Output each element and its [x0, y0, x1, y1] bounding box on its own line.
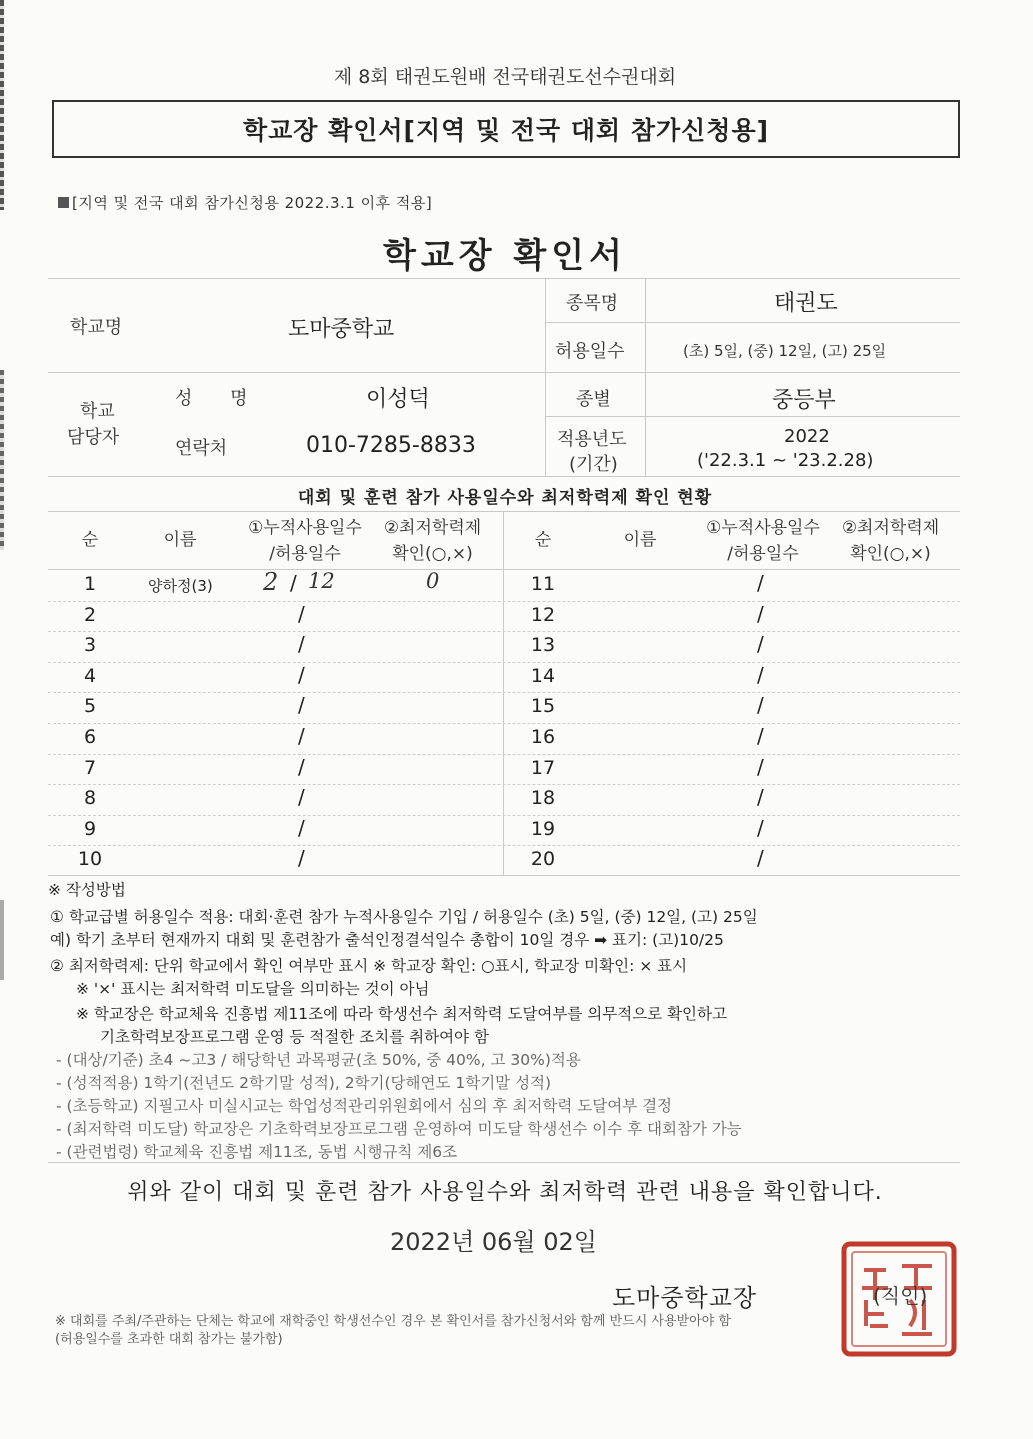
category-label: 종별	[576, 389, 611, 410]
row-number: 6	[83, 726, 97, 748]
row-number: 17	[530, 756, 556, 779]
row-days-slash: /	[298, 724, 305, 748]
info-rule-a	[545, 322, 960, 323]
row-days-slash: /	[757, 693, 764, 718]
footnote-line1: ※ 대회를 주최/주관하는 단체는 학교에 재학중인 학생선수인 경우 본 확인서를 참가신청서와 함께 반드시 사용받아야 함	[55, 1314, 731, 1329]
confirm-statement: 위와 같이 대회 및 훈련 참가 사용일수와 최저학력 관련 내용을 확인합니다.	[127, 1180, 883, 1205]
row-number: 14	[530, 664, 556, 687]
footnote	[55, 1313, 965, 1349]
instructions-heading: ※ 작성방법	[48, 881, 126, 899]
row-number: 4	[83, 664, 97, 687]
status-rule-top	[48, 511, 960, 512]
row-rule	[48, 631, 960, 632]
sport-value: 태권도	[774, 291, 838, 316]
manager-label-line1: 학교	[80, 401, 115, 422]
row-days-slash: /	[757, 724, 764, 748]
info-rule-b	[48, 372, 960, 373]
col-days-right-l1: ①누적사용일수	[706, 518, 820, 538]
row-number: 10	[77, 848, 103, 871]
col-no-right: 순	[534, 530, 552, 550]
row-days-slash: /	[298, 662, 305, 687]
row-rule	[48, 815, 960, 816]
row-days-slash: /	[298, 754, 305, 779]
instruction-line: - (대상/기준) 초4 ~고3 / 해당학년 과목평균(초 50%, 중 40%, 고 30%)적용	[56, 1051, 581, 1069]
scan-edge-middle	[0, 370, 4, 550]
row-number: 20	[530, 848, 556, 871]
year-value: 2022	[784, 426, 830, 447]
row-days-slash: /	[290, 571, 297, 595]
manager-label-line2: 담당자	[67, 427, 120, 448]
row-days-slash: /	[757, 815, 764, 840]
manager-name: 이성덕	[366, 387, 430, 412]
status-rule-bottom	[48, 875, 960, 876]
col-days-left-l1: ①누적사용일수	[248, 518, 362, 538]
apply-note	[58, 192, 432, 213]
row-rule	[48, 662, 960, 663]
row-rule	[48, 754, 960, 755]
row-days-slash: /	[757, 632, 764, 657]
row-allowed-days: 12	[308, 569, 335, 593]
col-name-right: 이름	[623, 530, 657, 550]
row-rule	[48, 723, 960, 724]
col-days-left	[240, 515, 370, 567]
col-check-left-l2: 확인(○,×)	[392, 544, 473, 564]
row-number: 11	[530, 573, 556, 595]
col-check-left	[370, 515, 495, 567]
row-number: 8	[83, 787, 97, 810]
info-divider-mid	[545, 278, 546, 476]
contact-value: 010-7285-8833	[306, 433, 476, 458]
apply-note-text: [지역 및 전국 대회 참가신청용 2022.3.1 이후 적용]	[72, 194, 433, 212]
row-days-slash: /	[298, 693, 305, 718]
col-no-left: 순	[81, 530, 99, 550]
instructions-rule	[48, 1162, 960, 1163]
row-days-slash: /	[757, 785, 764, 810]
row-student-name: 양하정(3)	[148, 577, 213, 595]
scan-edge-top	[0, 0, 4, 210]
instruction-line: - (최저학력 미도달) 학교장은 기초학력보장프로그램 운영하여 미도달 학생선수 이수 후 대회참가 가능	[56, 1120, 742, 1138]
row-used-days: 2	[263, 568, 279, 596]
col-name-left: 이름	[163, 530, 197, 550]
row-days-slash: /	[298, 632, 305, 657]
col-check-right-l2: 확인(○,×)	[850, 544, 931, 564]
allowed-days-label: 허용일수	[555, 341, 625, 362]
square-bullet-icon	[58, 197, 69, 208]
instruction-line: - (성적적용) 1학기(전년도 2학기말 성적), 2학기(당해연도 1학기말 성적)	[56, 1074, 552, 1092]
row-days-slash: /	[757, 571, 764, 595]
issue-date: 2022년 06월 02일	[390, 1228, 597, 1256]
instruction-line: - (관련법령) 학교체육 진흥법 제11조, 동법 시행규칙 제6조	[56, 1143, 458, 1161]
row-number: 12	[530, 603, 556, 626]
instruction-line: - (초등학교) 지필고사 미실시교는 학업성적관리위원회에서 심의 후 최저학력 도달여부 결정	[56, 1097, 673, 1115]
instruction-line: ※ '×' 표시는 최저학력 미도달을 의미하는 것이 아님	[76, 980, 430, 998]
row-rule	[48, 692, 960, 693]
form-title-box	[52, 100, 960, 158]
row-number: 3	[83, 634, 97, 657]
row-number: 16	[530, 726, 556, 748]
form-title: 학교장 확인서[지역 및 전국 대회 참가신청용]	[242, 116, 770, 145]
col-check-right	[828, 515, 953, 567]
row-days-slash: /	[298, 815, 305, 840]
instruction-line: ① 학교급별 허용일수 적용: 대회·훈련 참가 누적사용일수 기입 / 허용일수 (초) 5일, (중) 12일, (고) 25일	[50, 908, 758, 926]
event-title: 제 8회 태권도원배 전국태권도선수권대회	[333, 66, 677, 88]
row-rule	[48, 784, 960, 785]
row-days-slash: /	[757, 754, 764, 779]
col-check-right-l1: ②최저학력제	[841, 518, 940, 538]
col-check-left-l1: ②최저학력제	[383, 518, 482, 538]
row-number: 7	[83, 756, 97, 779]
year-label-line1: 적용년도	[557, 429, 627, 450]
scan-edge-bottom	[0, 900, 4, 980]
row-check-mark: 0	[426, 569, 440, 593]
info-divider-right	[645, 278, 646, 476]
row-days-slash: /	[757, 662, 764, 687]
row-number: 2	[83, 603, 97, 626]
school-name: 도마중학교	[288, 317, 395, 342]
school-name-label: 학교명	[70, 317, 123, 338]
sport-label: 종목명	[566, 293, 619, 314]
info-rule-c	[545, 416, 960, 417]
year-label-line2: (기간)	[569, 454, 618, 475]
status-title: 대회 및 훈련 참가 사용일수와 최저학력제 확인 현황	[297, 488, 713, 508]
principal-name: 도마중학교장	[612, 1284, 758, 1312]
col-days-right-l2: /허용일수	[727, 544, 799, 564]
status-rule-header	[48, 569, 960, 570]
row-number: 9	[83, 817, 97, 840]
info-rule-bottom	[48, 476, 960, 477]
instruction-line: 예) 학기 초부터 현재까지 대회 및 훈련참가 출석인정결석일수 총합이 10일 경우 ➡ 표기: (고)10/25	[50, 931, 724, 949]
row-number: 18	[530, 787, 556, 810]
row-number: 13	[530, 634, 556, 657]
row-number: 5	[83, 695, 97, 718]
row-days-slash: /	[298, 601, 305, 626]
col-days-left-l2: /허용일수	[269, 544, 341, 564]
cert-title: 학교장 확인서	[383, 236, 627, 276]
row-number: 15	[530, 695, 556, 718]
instruction-line: ② 최저학력제: 단위 학교에서 확인 여부만 표시 ※ 학교장 확인: ○표시, 학교장 미확인: × 표시	[50, 957, 688, 975]
info-rule-top	[48, 278, 960, 279]
row-rule	[48, 845, 960, 846]
row-days-slash: /	[298, 846, 305, 871]
row-days-slash: /	[757, 846, 764, 871]
col-days-right	[698, 515, 828, 567]
row-number: 1	[83, 573, 97, 595]
name-label: 성 명	[175, 388, 264, 409]
row-days-slash: /	[298, 785, 305, 810]
instruction-line: 기초학력보장프로그램 운영 등 적절한 조치를 취하여야 함	[100, 1028, 489, 1046]
contact-label: 연락처	[175, 438, 228, 459]
instruction-line: ※ 학교장은 학교체육 진흥법 제11조에 따라 학생선수 최저학력 도달여부를 의무적으로 확인하고	[76, 1005, 727, 1023]
period-value: ('22.3.1 ~ '23.2.28)	[697, 450, 874, 471]
allowed-days-value: (초) 5일, (중) 12일, (고) 25일	[683, 342, 887, 360]
row-rule	[48, 601, 960, 602]
row-days-slash: /	[757, 601, 764, 626]
category-value: 중등부	[772, 388, 836, 413]
seal-label: (직인)	[873, 1284, 928, 1308]
row-number: 19	[530, 817, 556, 840]
footnote-line2: (허용일수를 초과한 대회 참가는 불가함)	[55, 1332, 283, 1347]
